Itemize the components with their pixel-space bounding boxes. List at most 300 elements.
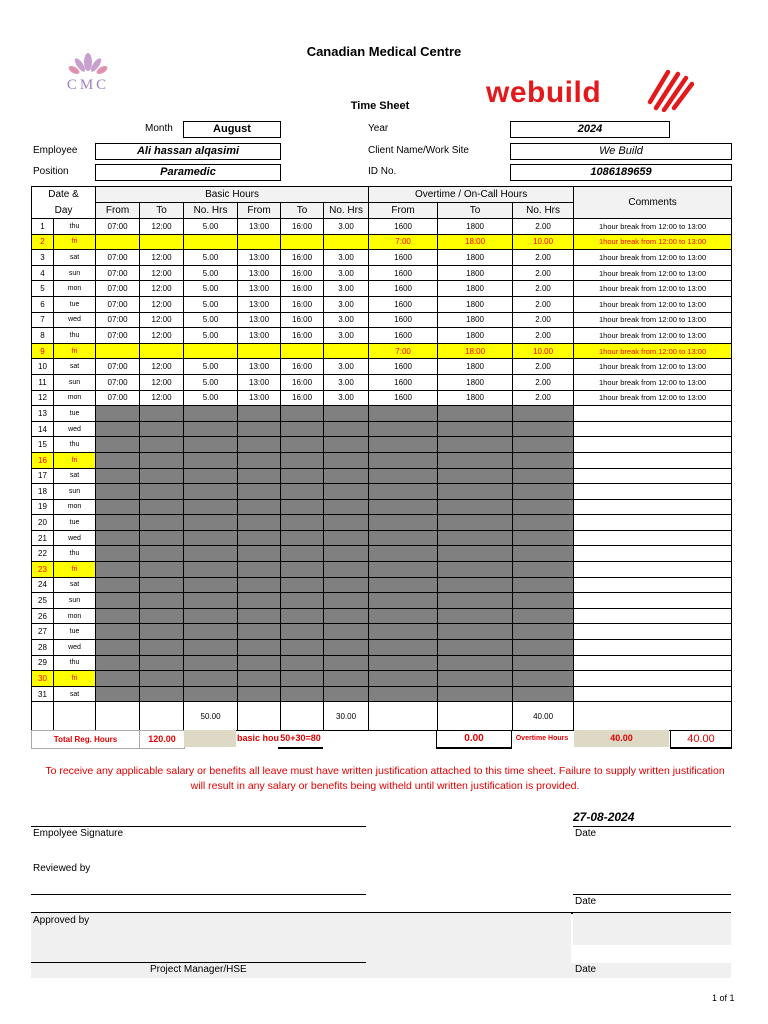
basic-hours-1[interactable]: 5.00	[184, 328, 238, 344]
overtime-to[interactable]: 1800	[438, 328, 513, 344]
empty-cell[interactable]	[324, 452, 369, 468]
empty-cell[interactable]	[96, 562, 140, 578]
day-name[interactable]: tue	[54, 406, 96, 422]
overtime-from[interactable]: 1600	[369, 312, 438, 328]
empty-cell[interactable]	[96, 468, 140, 484]
basic-hours-1[interactable]: 5.00	[184, 250, 238, 266]
basic-to-2[interactable]	[281, 234, 324, 250]
overtime-to[interactable]: 18:00	[438, 234, 513, 250]
empty-cell[interactable]	[238, 530, 281, 546]
basic-hours-1[interactable]: 5.00	[184, 374, 238, 390]
empty-cell[interactable]	[96, 499, 140, 515]
empty-cell[interactable]	[140, 655, 184, 671]
empty-cell[interactable]	[438, 406, 513, 422]
empty-cell[interactable]	[281, 530, 324, 546]
day-number[interactable]: 1	[32, 219, 54, 235]
empty-cell[interactable]	[140, 515, 184, 531]
overtime-hours[interactable]: 2.00	[513, 250, 574, 266]
empty-cell[interactable]	[324, 484, 369, 500]
empty-cell[interactable]	[438, 530, 513, 546]
empty-cell[interactable]	[281, 421, 324, 437]
comment-cell[interactable]	[574, 530, 732, 546]
day-name[interactable]: sat	[54, 577, 96, 593]
empty-cell[interactable]	[184, 655, 238, 671]
day-number[interactable]: 4	[32, 265, 54, 281]
empty-cell[interactable]	[324, 593, 369, 609]
overtime-to[interactable]: 18:00	[438, 343, 513, 359]
empty-cell[interactable]	[438, 608, 513, 624]
empty-cell[interactable]	[238, 624, 281, 640]
empty-cell[interactable]	[281, 640, 324, 656]
basic-from-2[interactable]: 13:00	[238, 312, 281, 328]
overtime-hours[interactable]: 2.00	[513, 374, 574, 390]
empty-cell[interactable]	[281, 437, 324, 453]
empty-cell[interactable]	[238, 608, 281, 624]
day-name[interactable]: thu	[54, 437, 96, 453]
basic-hours-1[interactable]: 5.00	[184, 312, 238, 328]
approved-date-area[interactable]	[573, 913, 731, 945]
comment-cell[interactable]	[574, 608, 732, 624]
overtime-from[interactable]: 1600	[369, 359, 438, 375]
basic-from-2[interactable]: 13:00	[238, 219, 281, 235]
basic-to-1[interactable]: 12:00	[140, 265, 184, 281]
empty-cell[interactable]	[281, 655, 324, 671]
basic-to-2[interactable]: 16:00	[281, 328, 324, 344]
overtime-to[interactable]: 1800	[438, 390, 513, 406]
overtime-hours[interactable]: 10.00	[513, 343, 574, 359]
empty-cell[interactable]	[238, 686, 281, 702]
basic-hours-1[interactable]: 5.00	[184, 359, 238, 375]
empty-cell[interactable]	[438, 593, 513, 609]
basic-hours-2[interactable]	[324, 343, 369, 359]
comment-cell[interactable]: 1hour break from 12:00 to 13:00	[574, 296, 732, 312]
comment-cell[interactable]	[574, 406, 732, 422]
day-name[interactable]: thu	[54, 655, 96, 671]
approved-area[interactable]	[31, 913, 571, 964]
day-name[interactable]: fri	[54, 452, 96, 468]
empty-cell[interactable]	[96, 593, 140, 609]
month-field[interactable]: August	[183, 121, 281, 138]
empty-cell[interactable]	[184, 437, 238, 453]
empty-cell[interactable]	[238, 468, 281, 484]
empty-cell[interactable]	[281, 608, 324, 624]
empty-cell[interactable]	[324, 671, 369, 687]
day-name[interactable]: tue	[54, 296, 96, 312]
day-name[interactable]: fri	[54, 234, 96, 250]
empty-cell[interactable]	[96, 452, 140, 468]
comment-cell[interactable]	[574, 515, 732, 531]
empty-cell[interactable]	[96, 577, 140, 593]
basic-from-1[interactable]: 07:00	[96, 374, 140, 390]
basic-hours-1[interactable]	[184, 234, 238, 250]
empty-cell[interactable]	[96, 686, 140, 702]
empty-cell[interactable]	[140, 562, 184, 578]
empty-cell[interactable]	[140, 593, 184, 609]
day-name[interactable]: tue	[54, 624, 96, 640]
basic-from-2[interactable]: 13:00	[238, 328, 281, 344]
empty-cell[interactable]	[184, 468, 238, 484]
basic-from-2[interactable]: 13:00	[238, 265, 281, 281]
basic-hours-2[interactable]: 3.00	[324, 296, 369, 312]
comment-cell[interactable]: 1hour break from 12:00 to 13:00	[574, 390, 732, 406]
empty-cell[interactable]	[369, 671, 438, 687]
empty-cell[interactable]	[281, 671, 324, 687]
day-number[interactable]: 31	[32, 686, 54, 702]
basic-to-2[interactable]: 16:00	[281, 219, 324, 235]
basic-hours-2[interactable]: 3.00	[324, 265, 369, 281]
empty-cell[interactable]	[184, 562, 238, 578]
basic-to-2[interactable]: 16:00	[281, 281, 324, 297]
basic-hours-1[interactable]: 5.00	[184, 296, 238, 312]
basic-hours-1[interactable]	[184, 343, 238, 359]
empty-cell[interactable]	[513, 686, 574, 702]
empty-cell[interactable]	[369, 530, 438, 546]
day-name[interactable]: wed	[54, 530, 96, 546]
empty-cell[interactable]	[438, 421, 513, 437]
day-number[interactable]: 21	[32, 530, 54, 546]
basic-hours-2[interactable]	[324, 234, 369, 250]
basic-to-1[interactable]: 12:00	[140, 219, 184, 235]
basic-from-2[interactable]	[238, 234, 281, 250]
empty-cell[interactable]	[96, 640, 140, 656]
empty-cell[interactable]	[369, 593, 438, 609]
basic-to-1[interactable]: 12:00	[140, 359, 184, 375]
basic-from-2[interactable]: 13:00	[238, 296, 281, 312]
empty-cell[interactable]	[369, 484, 438, 500]
empty-cell[interactable]	[438, 437, 513, 453]
day-name[interactable]: fri	[54, 343, 96, 359]
empty-cell[interactable]	[324, 624, 369, 640]
empty-cell[interactable]	[438, 546, 513, 562]
empty-cell[interactable]	[438, 562, 513, 578]
basic-hours-2[interactable]: 3.00	[324, 390, 369, 406]
empty-cell[interactable]	[281, 577, 324, 593]
basic-from-2[interactable]: 13:00	[238, 250, 281, 266]
empty-cell[interactable]	[96, 530, 140, 546]
comment-cell[interactable]	[574, 562, 732, 578]
day-number[interactable]: 18	[32, 484, 54, 500]
overtime-to[interactable]: 1800	[438, 359, 513, 375]
basic-hours-2[interactable]: 3.00	[324, 281, 369, 297]
empty-cell[interactable]	[140, 421, 184, 437]
basic-from-1[interactable]: 07:00	[96, 328, 140, 344]
comment-cell[interactable]: 1hour break from 12:00 to 13:00	[574, 312, 732, 328]
empty-cell[interactable]	[96, 421, 140, 437]
empty-cell[interactable]	[140, 406, 184, 422]
empty-cell[interactable]	[238, 421, 281, 437]
comment-cell[interactable]	[574, 484, 732, 500]
empty-cell[interactable]	[324, 608, 369, 624]
empty-cell[interactable]	[96, 608, 140, 624]
empty-cell[interactable]	[281, 562, 324, 578]
empty-cell[interactable]	[96, 671, 140, 687]
day-number[interactable]: 28	[32, 640, 54, 656]
empty-cell[interactable]	[238, 562, 281, 578]
empty-cell[interactable]	[369, 686, 438, 702]
day-name[interactable]: thu	[54, 328, 96, 344]
day-number[interactable]: 20	[32, 515, 54, 531]
empty-cell[interactable]	[513, 468, 574, 484]
comment-cell[interactable]	[574, 624, 732, 640]
day-number[interactable]: 12	[32, 390, 54, 406]
overtime-from[interactable]: 1600	[369, 250, 438, 266]
overtime-hours[interactable]: 2.00	[513, 359, 574, 375]
day-number[interactable]: 30	[32, 671, 54, 687]
empty-cell[interactable]	[513, 577, 574, 593]
empty-cell[interactable]	[238, 640, 281, 656]
overtime-hours[interactable]: 2.00	[513, 265, 574, 281]
day-number[interactable]: 2	[32, 234, 54, 250]
overtime-from[interactable]: 1600	[369, 281, 438, 297]
empty-cell[interactable]	[281, 624, 324, 640]
empty-cell[interactable]	[369, 468, 438, 484]
empty-cell[interactable]	[324, 468, 369, 484]
empty-cell[interactable]	[140, 640, 184, 656]
empty-cell[interactable]	[281, 406, 324, 422]
empty-cell[interactable]	[238, 515, 281, 531]
empty-cell[interactable]	[324, 655, 369, 671]
empty-cell[interactable]	[238, 655, 281, 671]
day-name[interactable]: sun	[54, 593, 96, 609]
empty-cell[interactable]	[238, 546, 281, 562]
empty-cell[interactable]	[438, 671, 513, 687]
basic-from-1[interactable]: 07:00	[96, 359, 140, 375]
empty-cell[interactable]	[324, 437, 369, 453]
empty-cell[interactable]	[324, 577, 369, 593]
comment-cell[interactable]: 1hour break from 12:00 to 13:00	[574, 328, 732, 344]
comment-cell[interactable]: 1hour break from 12:00 to 13:00	[574, 359, 732, 375]
overtime-hours[interactable]: 2.00	[513, 390, 574, 406]
empty-cell[interactable]	[513, 593, 574, 609]
basic-to-1[interactable]	[140, 234, 184, 250]
day-name[interactable]: sat	[54, 359, 96, 375]
basic-to-2[interactable]	[281, 343, 324, 359]
day-number[interactable]: 24	[32, 577, 54, 593]
overtime-from[interactable]: 7:00	[369, 234, 438, 250]
basic-to-1[interactable]	[140, 343, 184, 359]
basic-to-1[interactable]: 12:00	[140, 312, 184, 328]
day-number[interactable]: 8	[32, 328, 54, 344]
day-name[interactable]: sun	[54, 265, 96, 281]
comment-cell[interactable]	[574, 499, 732, 515]
day-name[interactable]: tue	[54, 515, 96, 531]
day-name[interactable]: sat	[54, 468, 96, 484]
day-number[interactable]: 9	[32, 343, 54, 359]
basic-from-1[interactable]: 07:00	[96, 219, 140, 235]
overtime-to[interactable]: 1800	[438, 374, 513, 390]
comment-cell[interactable]	[574, 686, 732, 702]
empty-cell[interactable]	[369, 624, 438, 640]
empty-cell[interactable]	[513, 608, 574, 624]
empty-cell[interactable]	[184, 608, 238, 624]
empty-cell[interactable]	[184, 499, 238, 515]
empty-cell[interactable]	[281, 468, 324, 484]
day-name[interactable]: sat	[54, 686, 96, 702]
day-number[interactable]: 16	[32, 452, 54, 468]
day-name[interactable]: mon	[54, 499, 96, 515]
empty-cell[interactable]	[238, 406, 281, 422]
day-name[interactable]: wed	[54, 640, 96, 656]
empty-cell[interactable]	[438, 484, 513, 500]
basic-to-2[interactable]: 16:00	[281, 250, 324, 266]
signature-date[interactable]: 27-08-2024	[573, 810, 635, 824]
day-name[interactable]: thu	[54, 546, 96, 562]
empty-cell[interactable]	[184, 640, 238, 656]
day-number[interactable]: 29	[32, 655, 54, 671]
empty-cell[interactable]	[369, 546, 438, 562]
basic-to-2[interactable]: 16:00	[281, 374, 324, 390]
day-name[interactable]: mon	[54, 390, 96, 406]
overtime-from[interactable]: 1600	[369, 265, 438, 281]
empty-cell[interactable]	[281, 452, 324, 468]
empty-cell[interactable]	[438, 686, 513, 702]
client-field[interactable]: We Build	[510, 143, 732, 160]
overtime-hours[interactable]: 2.00	[513, 312, 574, 328]
empty-cell[interactable]	[513, 624, 574, 640]
comment-cell[interactable]	[574, 452, 732, 468]
basic-hours-2[interactable]: 3.00	[324, 219, 369, 235]
overtime-from[interactable]: 1600	[369, 390, 438, 406]
empty-cell[interactable]	[369, 515, 438, 531]
empty-cell[interactable]	[96, 515, 140, 531]
day-number[interactable]: 13	[32, 406, 54, 422]
comment-cell[interactable]	[574, 577, 732, 593]
empty-cell[interactable]	[438, 515, 513, 531]
comment-cell[interactable]: 1hour break from 12:00 to 13:00	[574, 265, 732, 281]
basic-from-1[interactable]	[96, 343, 140, 359]
day-number[interactable]: 17	[32, 468, 54, 484]
overtime-hours[interactable]: 2.00	[513, 219, 574, 235]
empty-cell[interactable]	[324, 562, 369, 578]
empty-cell[interactable]	[438, 452, 513, 468]
basic-from-2[interactable]: 13:00	[238, 390, 281, 406]
empty-cell[interactable]	[324, 640, 369, 656]
overtime-to[interactable]: 1800	[438, 296, 513, 312]
empty-cell[interactable]	[281, 686, 324, 702]
empty-cell[interactable]	[324, 546, 369, 562]
day-name[interactable]: fri	[54, 671, 96, 687]
empty-cell[interactable]	[238, 593, 281, 609]
overtime-to[interactable]: 1800	[438, 219, 513, 235]
comment-cell[interactable]	[574, 437, 732, 453]
empty-cell[interactable]	[281, 546, 324, 562]
day-number[interactable]: 7	[32, 312, 54, 328]
empty-cell[interactable]	[140, 468, 184, 484]
empty-cell[interactable]	[438, 624, 513, 640]
empty-cell[interactable]	[438, 640, 513, 656]
basic-hours-2[interactable]: 3.00	[324, 359, 369, 375]
empty-cell[interactable]	[281, 515, 324, 531]
basic-hours-1[interactable]: 5.00	[184, 265, 238, 281]
overtime-to[interactable]: 1800	[438, 265, 513, 281]
empty-cell[interactable]	[513, 484, 574, 500]
empty-cell[interactable]	[96, 546, 140, 562]
overtime-from[interactable]: 7:00	[369, 343, 438, 359]
empty-cell[interactable]	[369, 577, 438, 593]
empty-cell[interactable]	[140, 452, 184, 468]
empty-cell[interactable]	[324, 530, 369, 546]
empty-cell[interactable]	[513, 452, 574, 468]
empty-cell[interactable]	[238, 671, 281, 687]
empty-cell[interactable]	[369, 452, 438, 468]
empty-cell[interactable]	[140, 686, 184, 702]
empty-cell[interactable]	[438, 468, 513, 484]
empty-cell[interactable]	[513, 515, 574, 531]
empty-cell[interactable]	[513, 640, 574, 656]
day-number[interactable]: 6	[32, 296, 54, 312]
day-number[interactable]: 22	[32, 546, 54, 562]
empty-cell[interactable]	[324, 686, 369, 702]
empty-cell[interactable]	[96, 406, 140, 422]
empty-cell[interactable]	[184, 686, 238, 702]
empty-cell[interactable]	[369, 406, 438, 422]
basic-from-2[interactable]	[238, 343, 281, 359]
basic-hours-1[interactable]: 5.00	[184, 281, 238, 297]
empty-cell[interactable]	[281, 593, 324, 609]
basic-hours-1[interactable]: 5.00	[184, 390, 238, 406]
basic-from-1[interactable]: 07:00	[96, 265, 140, 281]
day-number[interactable]: 11	[32, 374, 54, 390]
basic-to-1[interactable]: 12:00	[140, 374, 184, 390]
day-name[interactable]: sun	[54, 484, 96, 500]
comment-cell[interactable]: 1hour break from 12:00 to 13:00	[574, 219, 732, 235]
overtime-from[interactable]: 1600	[369, 374, 438, 390]
empty-cell[interactable]	[238, 577, 281, 593]
comment-cell[interactable]	[574, 655, 732, 671]
empty-cell[interactable]	[281, 499, 324, 515]
empty-cell[interactable]	[140, 546, 184, 562]
empty-cell[interactable]	[369, 608, 438, 624]
empty-cell[interactable]	[140, 499, 184, 515]
empty-cell[interactable]	[513, 671, 574, 687]
empty-cell[interactable]	[140, 671, 184, 687]
empty-cell[interactable]	[513, 499, 574, 515]
day-number[interactable]: 10	[32, 359, 54, 375]
overtime-hours[interactable]: 2.00	[513, 296, 574, 312]
empty-cell[interactable]	[238, 452, 281, 468]
day-number[interactable]: 3	[32, 250, 54, 266]
overtime-to[interactable]: 1800	[438, 281, 513, 297]
basic-from-1[interactable]: 07:00	[96, 281, 140, 297]
day-number[interactable]: 23	[32, 562, 54, 578]
basic-from-1[interactable]: 07:00	[96, 390, 140, 406]
day-name[interactable]: sat	[54, 250, 96, 266]
empty-cell[interactable]	[184, 452, 238, 468]
day-number[interactable]: 26	[32, 608, 54, 624]
empty-cell[interactable]	[140, 484, 184, 500]
year-field[interactable]: 2024	[510, 121, 670, 138]
overtime-from[interactable]: 1600	[369, 219, 438, 235]
comment-cell[interactable]	[574, 421, 732, 437]
empty-cell[interactable]	[96, 437, 140, 453]
day-name[interactable]: sun	[54, 374, 96, 390]
overtime-to[interactable]: 1800	[438, 250, 513, 266]
basic-hours-2[interactable]: 3.00	[324, 312, 369, 328]
basic-from-1[interactable]: 07:00	[96, 250, 140, 266]
empty-cell[interactable]	[438, 577, 513, 593]
empty-cell[interactable]	[513, 406, 574, 422]
empty-cell[interactable]	[184, 593, 238, 609]
empty-cell[interactable]	[184, 671, 238, 687]
empty-cell[interactable]	[140, 530, 184, 546]
comment-cell[interactable]: 1hour break from 12:00 to 13:00	[574, 281, 732, 297]
empty-cell[interactable]	[513, 546, 574, 562]
comment-cell[interactable]	[574, 671, 732, 687]
comment-cell[interactable]	[574, 546, 732, 562]
basic-hours-2[interactable]: 3.00	[324, 328, 369, 344]
day-number[interactable]: 27	[32, 624, 54, 640]
basic-to-1[interactable]: 12:00	[140, 281, 184, 297]
